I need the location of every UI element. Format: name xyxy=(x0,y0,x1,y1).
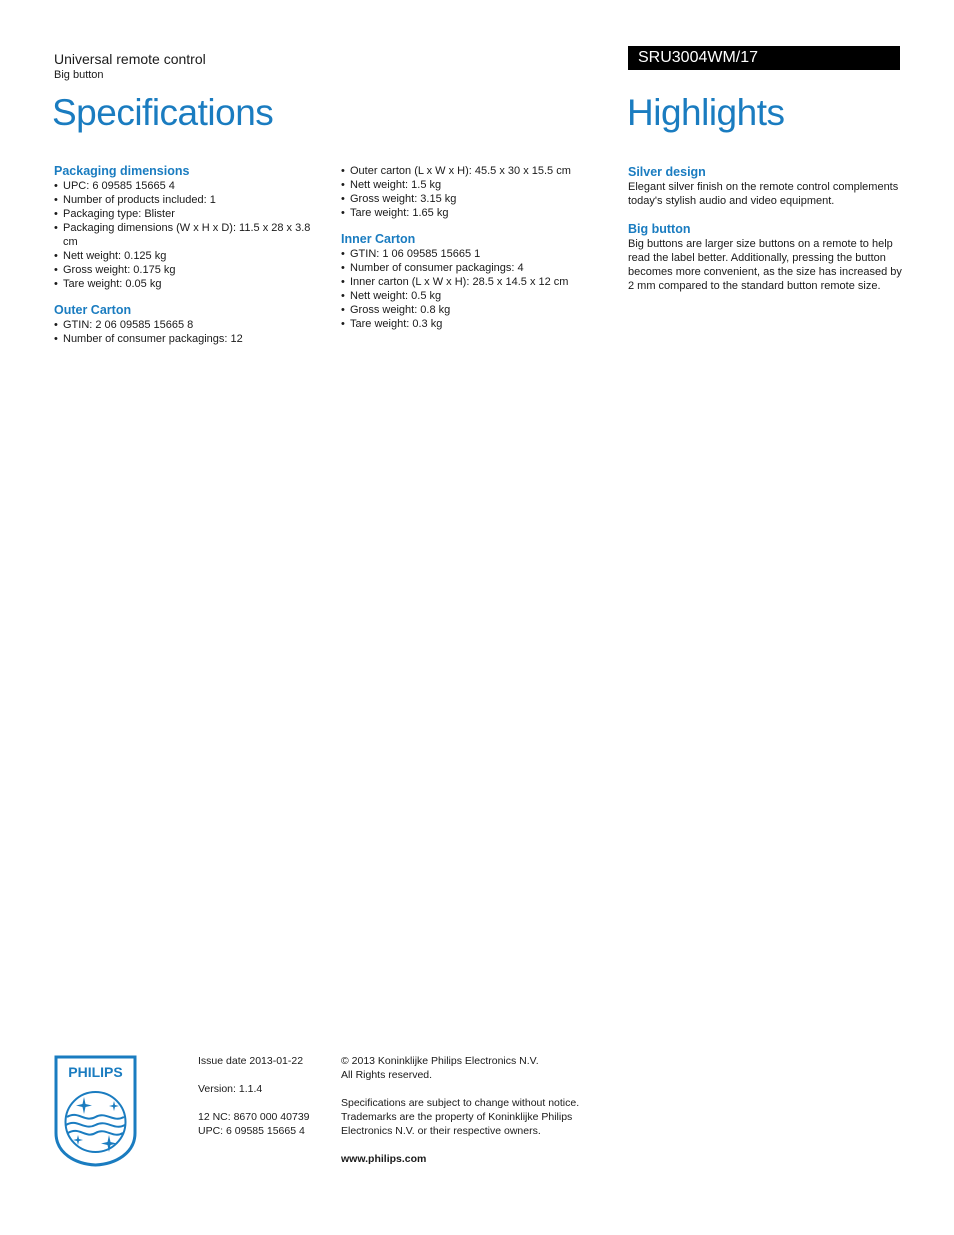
spec-item: • GTIN: 1 06 09585 15665 1 xyxy=(341,247,611,261)
philips-logo xyxy=(54,1055,137,1167)
spec-item: • Number of products included: 1 xyxy=(54,193,324,207)
section-heading: Outer Carton xyxy=(54,303,132,317)
philips-wordmark: PHILIPS xyxy=(68,1064,123,1080)
inner-carton-section xyxy=(341,232,611,331)
footer-upc: UPC: 6 09585 15665 4 xyxy=(198,1125,305,1137)
packaging-dimensions-section xyxy=(54,164,324,291)
highlight-silver-design xyxy=(628,165,902,208)
rights: All Rights reserved. xyxy=(341,1069,433,1081)
spec-item: • Inner carton (L x W x H): 28.5 x 14.5 x 12 cm xyxy=(341,275,611,289)
spec-item: • Outer carton (L x W x H): 45.5 x 30 x 15.5 cm xyxy=(341,164,611,178)
footer-legal xyxy=(341,1054,601,1180)
spec-item: • Gross weight: 0.175 kg xyxy=(54,263,324,277)
copyright: © 2013 Koninklijke Philips Electronics N.V. xyxy=(341,1055,539,1067)
specs-column-2 xyxy=(341,164,611,343)
twelve-nc: 12 NC: 8670 000 40739 xyxy=(198,1111,310,1123)
spec-item: • Number of consumer packagings: 4 xyxy=(341,261,611,275)
highlight-text: Elegant silver finish on the remote control complements today's stylish audio and video equipment. xyxy=(628,181,899,207)
outer-carton-continued xyxy=(341,164,611,220)
spec-item: • Tare weight: 0.05 kg xyxy=(54,277,324,291)
spec-item: • UPC: 6 09585 15665 4 xyxy=(54,179,324,193)
copyright-block xyxy=(341,1054,601,1082)
outer-carton-section xyxy=(54,303,324,346)
model-number-badge: SRU3004WM/17 xyxy=(628,46,900,70)
website-link[interactable]: www.philips.com xyxy=(341,1153,427,1165)
disclaimer: Specifications are subject to change without notice. Trademarks are the property of Koninklijke Philips Electronics N.V. or their respective owners. xyxy=(341,1097,580,1137)
spec-item: • Tare weight: 1.65 kg xyxy=(341,206,611,220)
spec-item: • Gross weight: 3.15 kg xyxy=(341,192,611,206)
version: Version: 1.1.4 xyxy=(198,1083,263,1095)
specifications-title: Specifications xyxy=(52,92,274,133)
philips-shield-icon xyxy=(54,1055,137,1167)
spec-item: • Tare weight: 0.3 kg xyxy=(341,317,611,331)
spec-list xyxy=(54,318,324,346)
spec-item: • GTIN: 2 06 09585 15665 8 xyxy=(54,318,324,332)
spec-item: • Number of consumer packagings: 12 xyxy=(54,332,324,346)
spec-list xyxy=(341,247,611,331)
highlights-column xyxy=(628,165,902,307)
spec-item: • Packaging dimensions (W x H x D): 11.5 x 28 x 3.8 cm xyxy=(54,221,324,249)
product-name: Universal remote control xyxy=(54,51,206,67)
spec-list xyxy=(54,179,324,291)
spec-list xyxy=(341,164,611,220)
highlight-heading: Big button xyxy=(628,222,691,236)
spec-item: • Nett weight: 1.5 kg xyxy=(341,178,611,192)
highlight-heading: Silver design xyxy=(628,165,706,179)
specs-column-1 xyxy=(54,164,324,358)
highlights-title: Highlights xyxy=(627,92,785,133)
issue-date: Issue date 2013-01-22 xyxy=(198,1055,304,1067)
product-subtitle: Big button xyxy=(54,69,104,81)
section-heading: Packaging dimensions xyxy=(54,164,190,178)
highlight-big-button xyxy=(628,222,902,293)
footer-meta xyxy=(198,1054,328,1152)
spec-item: • Nett weight: 0.125 kg xyxy=(54,249,324,263)
section-heading: Inner Carton xyxy=(341,232,416,246)
spec-item: • Gross weight: 0.8 kg xyxy=(341,303,611,317)
highlight-text: Big buttons are larger size buttons on a remote to help read the label better. Additionally, pressing the button becomes more convenient, as the size has increased by 2 mm compared to the standard button remote size. xyxy=(628,238,902,292)
spec-item: • Nett weight: 0.5 kg xyxy=(341,289,611,303)
spec-item: • Packaging type: Blister xyxy=(54,207,324,221)
